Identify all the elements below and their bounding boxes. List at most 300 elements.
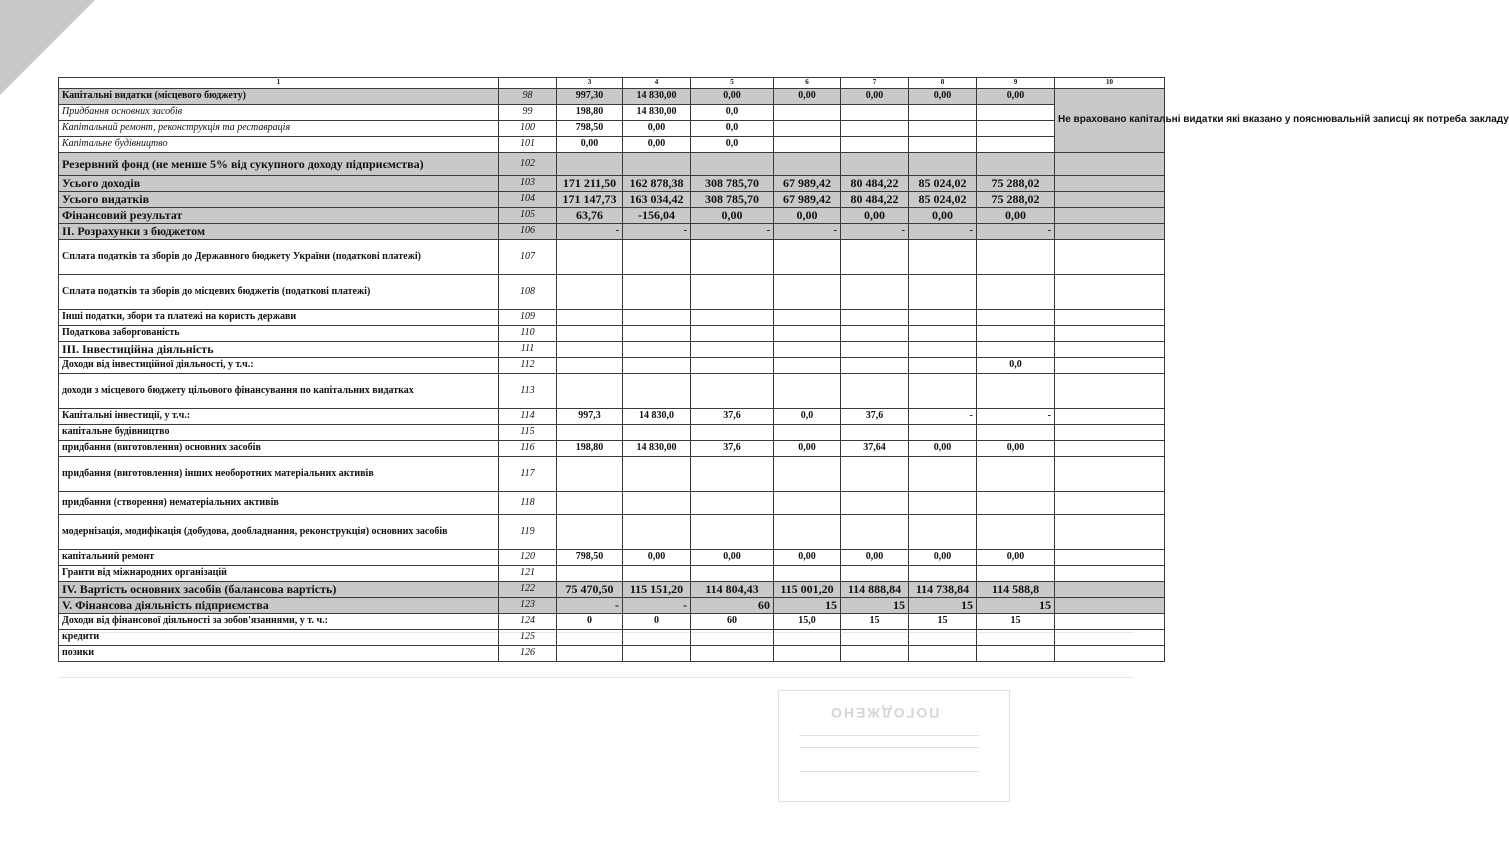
cell-value: 0,00 <box>557 137 623 153</box>
cell-value <box>623 326 691 342</box>
cell-value <box>841 342 909 358</box>
cell-value <box>909 358 977 374</box>
row-code: 103 <box>499 176 557 192</box>
table-row <box>59 176 1165 192</box>
row-label: капітальне будівництво <box>59 425 499 441</box>
empty-cell <box>1055 310 1165 326</box>
cell-value <box>623 457 691 492</box>
cell-value <box>841 457 909 492</box>
cell-value <box>909 492 977 515</box>
cell-value: 0,00 <box>841 89 909 105</box>
empty-cell <box>1055 374 1165 409</box>
cell-value <box>774 342 841 358</box>
empty-cell <box>1055 492 1165 515</box>
stamp-line <box>799 735 979 736</box>
table-row <box>59 614 1165 630</box>
cell-value: -156,04 <box>623 208 691 224</box>
financial-plan-sheet <box>58 77 1509 662</box>
table-row <box>59 492 1165 515</box>
cell-value <box>977 121 1055 137</box>
cell-value: 37,6 <box>691 409 774 425</box>
cell-value <box>841 275 909 310</box>
row-label: придбання (виготовлення) основних засобів <box>59 441 499 457</box>
row-code: 116 <box>499 441 557 457</box>
cell-value <box>557 326 623 342</box>
cell-value: 798,50 <box>557 121 623 137</box>
cell-value <box>977 342 1055 358</box>
empty-cell <box>1055 425 1165 441</box>
cell-value <box>774 358 841 374</box>
cell-value <box>909 275 977 310</box>
cell-value: 0,00 <box>841 208 909 224</box>
stamp-title: ПОГОДЖЕНО <box>829 705 940 721</box>
cell-value <box>909 137 977 153</box>
cell-value: 997,30 <box>557 89 623 105</box>
cell-value: - <box>977 409 1055 425</box>
cell-value <box>977 457 1055 492</box>
table-row <box>59 515 1165 550</box>
cell-value <box>977 105 1055 121</box>
cell-value: - <box>977 224 1055 240</box>
table-row <box>59 409 1165 425</box>
table-row <box>59 457 1165 492</box>
cell-value <box>557 566 623 582</box>
cell-value <box>557 492 623 515</box>
table-row <box>59 598 1165 614</box>
section-heading: ІІІ. Інвестиційна діяльність <box>59 342 499 358</box>
cell-value <box>841 566 909 582</box>
cell-value: 115 001,20 <box>774 582 841 598</box>
col-header <box>499 78 557 89</box>
cell-value: - <box>909 224 977 240</box>
cell-value: 0,00 <box>909 441 977 457</box>
cell-value <box>774 240 841 275</box>
cell-value <box>557 457 623 492</box>
cell-value: 0,00 <box>977 208 1055 224</box>
row-label: кредити <box>59 630 499 646</box>
row-code: 101 <box>499 137 557 153</box>
row-code: 106 <box>499 224 557 240</box>
row-code: 111 <box>499 342 557 358</box>
cell-value <box>977 374 1055 409</box>
row-code: 122 <box>499 582 557 598</box>
cell-value <box>977 275 1055 310</box>
empty-cell <box>1055 441 1165 457</box>
table-row <box>59 240 1165 275</box>
cell-value: 15 <box>909 598 977 614</box>
cell-value <box>557 153 623 176</box>
cell-value: 0,00 <box>774 208 841 224</box>
approval-stamp <box>778 690 1010 802</box>
row-code: 110 <box>499 326 557 342</box>
cell-value: 63,76 <box>557 208 623 224</box>
cell-value: 308 785,70 <box>691 176 774 192</box>
cell-value <box>774 153 841 176</box>
cell-value <box>841 240 909 275</box>
cell-value <box>841 153 909 176</box>
empty-cell <box>1055 342 1165 358</box>
table-row <box>59 566 1165 582</box>
row-label: Доходи від фінансової діяльності за зобов'язаннями, у т. ч.: <box>59 614 499 630</box>
cell-value: 15 <box>909 614 977 630</box>
cell-value: 14 830,00 <box>623 441 691 457</box>
row-code: 114 <box>499 409 557 425</box>
cell-value: 0,00 <box>909 208 977 224</box>
cell-value <box>909 425 977 441</box>
row-label: Капітальне будівництво <box>59 137 499 153</box>
empty-cell <box>1055 208 1165 224</box>
col-header: 4 <box>623 78 691 89</box>
cell-value: 0,00 <box>977 550 1055 566</box>
cell-value: 0,00 <box>774 550 841 566</box>
empty-cell <box>1055 153 1165 176</box>
cell-value: 0,0 <box>691 121 774 137</box>
table-row <box>59 105 1165 121</box>
cell-value <box>623 358 691 374</box>
cell-value: - <box>774 224 841 240</box>
cell-value <box>774 492 841 515</box>
cell-value <box>774 425 841 441</box>
cell-value: - <box>623 598 691 614</box>
table-row <box>59 224 1165 240</box>
cell-value: - <box>909 409 977 425</box>
cell-value: 75 288,02 <box>977 192 1055 208</box>
empty-cell <box>1055 358 1165 374</box>
cell-value <box>774 121 841 137</box>
cell-value: - <box>691 224 774 240</box>
cell-value <box>841 137 909 153</box>
cell-value <box>557 342 623 358</box>
row-code: 107 <box>499 240 557 275</box>
cell-value <box>691 240 774 275</box>
row-code: 113 <box>499 374 557 409</box>
empty-cell <box>1055 515 1165 550</box>
cell-value <box>909 342 977 358</box>
empty-cell <box>1055 176 1165 192</box>
cell-value: 60 <box>691 598 774 614</box>
cell-value: - <box>841 224 909 240</box>
cell-value: 85 024,02 <box>909 176 977 192</box>
bleed-through-rows <box>58 632 1134 678</box>
cell-value <box>691 358 774 374</box>
row-code: 125 <box>499 630 557 646</box>
cell-value: 14 830,0 <box>623 409 691 425</box>
table-row <box>59 121 1165 137</box>
row-label: Гранти від міжнародних організацій <box>59 566 499 582</box>
table-row <box>59 310 1165 326</box>
cell-value: 75 288,02 <box>977 176 1055 192</box>
cell-value: 37,6 <box>691 441 774 457</box>
cell-value: 14 830,00 <box>623 89 691 105</box>
cell-value: 37,6 <box>841 409 909 425</box>
row-code: 115 <box>499 425 557 441</box>
table-row <box>59 326 1165 342</box>
cell-value <box>557 374 623 409</box>
row-code: 126 <box>499 646 557 662</box>
cell-value <box>909 515 977 550</box>
stamp-line <box>799 771 979 772</box>
cell-value: 75 470,50 <box>557 582 623 598</box>
empty-cell <box>1055 275 1165 310</box>
cell-value <box>774 105 841 121</box>
cell-value <box>909 153 977 176</box>
table-row <box>59 550 1165 566</box>
note-cell: Не враховано капітальні видатки які вказано у пояснювальній записці як потреба закладу <box>1055 89 1165 153</box>
cell-value: 67 989,42 <box>774 192 841 208</box>
row-label: Усього доходів <box>59 176 499 192</box>
cell-value: 37,64 <box>841 441 909 457</box>
cell-value <box>691 326 774 342</box>
cell-value <box>977 492 1055 515</box>
financial-plan-table <box>58 77 1509 662</box>
col-header: 10 <box>1055 78 1165 89</box>
table-row <box>59 358 1165 374</box>
cell-value <box>623 566 691 582</box>
row-label: доходи з місцевого бюджету цільового фінансування по капітальних видатках <box>59 374 499 409</box>
row-label: придбання (створення) нематеріальних активів <box>59 492 499 515</box>
cell-value: 15,0 <box>774 614 841 630</box>
cell-value: 997,3 <box>557 409 623 425</box>
cell-value: 0,00 <box>841 550 909 566</box>
cell-value <box>977 153 1055 176</box>
row-code: 124 <box>499 614 557 630</box>
cell-value: 114 588,8 <box>977 582 1055 598</box>
cell-value: 0,0 <box>691 105 774 121</box>
col-header: 5 <box>691 78 774 89</box>
cell-value <box>909 374 977 409</box>
cell-value: 0,00 <box>623 137 691 153</box>
cell-value: 0,00 <box>691 89 774 105</box>
cell-value <box>691 425 774 441</box>
cell-value <box>841 310 909 326</box>
cell-value: 114 738,84 <box>909 582 977 598</box>
section-heading: IV. Вартість основних засобів (балансова вартість) <box>59 582 499 598</box>
cell-value: 198,80 <box>557 105 623 121</box>
cell-value: 0,00 <box>909 550 977 566</box>
row-label: Резервний фонд (не менше 5% від сукупного доходу підприємства) <box>59 153 499 176</box>
cell-value: 115 151,20 <box>623 582 691 598</box>
row-code: 100 <box>499 121 557 137</box>
col-header: 8 <box>909 78 977 89</box>
cell-value: 0 <box>557 614 623 630</box>
cell-value: 171 211,50 <box>557 176 623 192</box>
row-code: 102 <box>499 153 557 176</box>
cell-value <box>691 457 774 492</box>
cell-value <box>909 310 977 326</box>
empty-cell <box>1055 409 1165 425</box>
row-code: 123 <box>499 598 557 614</box>
cell-value <box>909 566 977 582</box>
cell-value: 80 484,22 <box>841 176 909 192</box>
table-row <box>59 342 1165 358</box>
cell-value: 0,00 <box>909 89 977 105</box>
cell-value: 0,00 <box>774 441 841 457</box>
cell-value: - <box>557 598 623 614</box>
cell-value <box>909 121 977 137</box>
col-header: 9 <box>977 78 1055 89</box>
cell-value <box>841 121 909 137</box>
row-code: 117 <box>499 457 557 492</box>
cell-value: 80 484,22 <box>841 192 909 208</box>
cell-value: - <box>623 224 691 240</box>
cell-value: 0 <box>623 614 691 630</box>
cell-value <box>841 374 909 409</box>
cell-value: 0,0 <box>774 409 841 425</box>
empty-cell <box>1055 614 1165 630</box>
row-label: Капітальний ремонт, реконструкція та реставрація <box>59 121 499 137</box>
cell-value <box>774 137 841 153</box>
cell-value <box>557 240 623 275</box>
cell-value: 308 785,70 <box>691 192 774 208</box>
cell-value: - <box>557 224 623 240</box>
cell-value <box>691 342 774 358</box>
cell-value <box>623 240 691 275</box>
cell-value <box>691 153 774 176</box>
cell-value <box>977 310 1055 326</box>
cell-value <box>623 515 691 550</box>
cell-value: 0,00 <box>691 550 774 566</box>
cell-value <box>691 515 774 550</box>
section-heading: V. Фінансова діяльність підприємства <box>59 598 499 614</box>
cell-value <box>691 492 774 515</box>
cell-value <box>977 326 1055 342</box>
empty-cell <box>1055 582 1165 598</box>
cell-value <box>841 326 909 342</box>
col-header: 3 <box>557 78 623 89</box>
table-row <box>59 275 1165 310</box>
table-row <box>59 582 1165 598</box>
row-code: 108 <box>499 275 557 310</box>
cell-value <box>623 374 691 409</box>
cell-value <box>691 310 774 326</box>
cell-value <box>909 105 977 121</box>
empty-cell <box>1055 192 1165 208</box>
cell-value <box>977 137 1055 153</box>
cell-value <box>557 310 623 326</box>
row-label: позики <box>59 646 499 662</box>
cell-value <box>623 310 691 326</box>
empty-cell <box>1055 566 1165 582</box>
row-label: Усього видатків <box>59 192 499 208</box>
cell-value <box>977 240 1055 275</box>
row-label: модернізація, модифікація (добудова, дообладнання, реконструкція) основних засобів <box>59 515 499 550</box>
cell-value <box>909 326 977 342</box>
cell-value: 0,00 <box>774 89 841 105</box>
section-heading: ІІ. Розрахунки з бюджетом <box>59 224 499 240</box>
table-row <box>59 208 1165 224</box>
cell-value <box>841 425 909 441</box>
cell-value <box>623 425 691 441</box>
cell-value <box>774 326 841 342</box>
cell-value <box>841 515 909 550</box>
row-label: Капітальні видатки (місцевого бюджету) <box>59 89 499 105</box>
cell-value <box>557 425 623 441</box>
empty-cell <box>1055 224 1165 240</box>
row-code: 98 <box>499 89 557 105</box>
table-row <box>59 137 1165 153</box>
row-label: капітальний ремонт <box>59 550 499 566</box>
cell-value <box>841 105 909 121</box>
row-label: Інші податки, збори та платежі на користь держави <box>59 310 499 326</box>
empty-cell <box>1055 457 1165 492</box>
cell-value: 0,0 <box>977 358 1055 374</box>
cell-value <box>841 492 909 515</box>
row-label: придбання (виготовлення) інших необоротних матеріальних активів <box>59 457 499 492</box>
cell-value <box>774 566 841 582</box>
cell-value: 0,00 <box>977 89 1055 105</box>
cell-value <box>909 457 977 492</box>
row-code: 109 <box>499 310 557 326</box>
col-header: 6 <box>774 78 841 89</box>
cell-value: 15 <box>774 598 841 614</box>
cell-value <box>977 425 1055 441</box>
cell-value <box>557 515 623 550</box>
stamp-line <box>799 747 979 748</box>
cell-value: 171 147,73 <box>557 192 623 208</box>
empty-cell <box>1055 598 1165 614</box>
table-row <box>59 153 1165 176</box>
row-code: 120 <box>499 550 557 566</box>
row-label: Фінансовий результат <box>59 208 499 224</box>
table-row <box>59 192 1165 208</box>
cell-value <box>623 342 691 358</box>
empty-cell <box>1055 326 1165 342</box>
cell-value <box>691 374 774 409</box>
cell-value: 15 <box>977 614 1055 630</box>
cell-value: 0,00 <box>623 121 691 137</box>
row-code: 104 <box>499 192 557 208</box>
table-row <box>59 374 1165 409</box>
row-label: Капітальні інвестиції, у т.ч.: <box>59 409 499 425</box>
cell-value: 114 804,43 <box>691 582 774 598</box>
cell-value: 114 888,84 <box>841 582 909 598</box>
row-label: Податкова заборгованість <box>59 326 499 342</box>
cell-value <box>557 275 623 310</box>
table-row <box>59 441 1165 457</box>
row-code: 121 <box>499 566 557 582</box>
cell-value <box>557 358 623 374</box>
empty-cell <box>1055 550 1165 566</box>
cell-value: 162 878,38 <box>623 176 691 192</box>
cell-value: 0,0 <box>691 137 774 153</box>
cell-value <box>774 374 841 409</box>
table-row <box>59 425 1165 441</box>
cell-value: 798,50 <box>557 550 623 566</box>
cell-value: 163 034,42 <box>623 192 691 208</box>
cell-value <box>774 310 841 326</box>
cell-value <box>774 457 841 492</box>
cell-value <box>774 275 841 310</box>
col-header: 7 <box>841 78 909 89</box>
row-code: 119 <box>499 515 557 550</box>
cell-value: 14 830,00 <box>623 105 691 121</box>
row-code: 112 <box>499 358 557 374</box>
cell-value: 0,00 <box>623 550 691 566</box>
cell-value <box>774 515 841 550</box>
cell-value <box>977 515 1055 550</box>
row-code: 99 <box>499 105 557 121</box>
empty-cell <box>1055 240 1165 275</box>
table-row <box>59 89 1165 105</box>
cell-value: 0,00 <box>977 441 1055 457</box>
cell-value: 60 <box>691 614 774 630</box>
cell-value: 85 024,02 <box>909 192 977 208</box>
cell-value <box>977 566 1055 582</box>
col-header: 1 <box>59 78 499 89</box>
row-label: Придбання основних засобів <box>59 105 499 121</box>
cell-value <box>691 566 774 582</box>
row-label: Доходи від інвестиційної діяльності, у т.ч.: <box>59 358 499 374</box>
